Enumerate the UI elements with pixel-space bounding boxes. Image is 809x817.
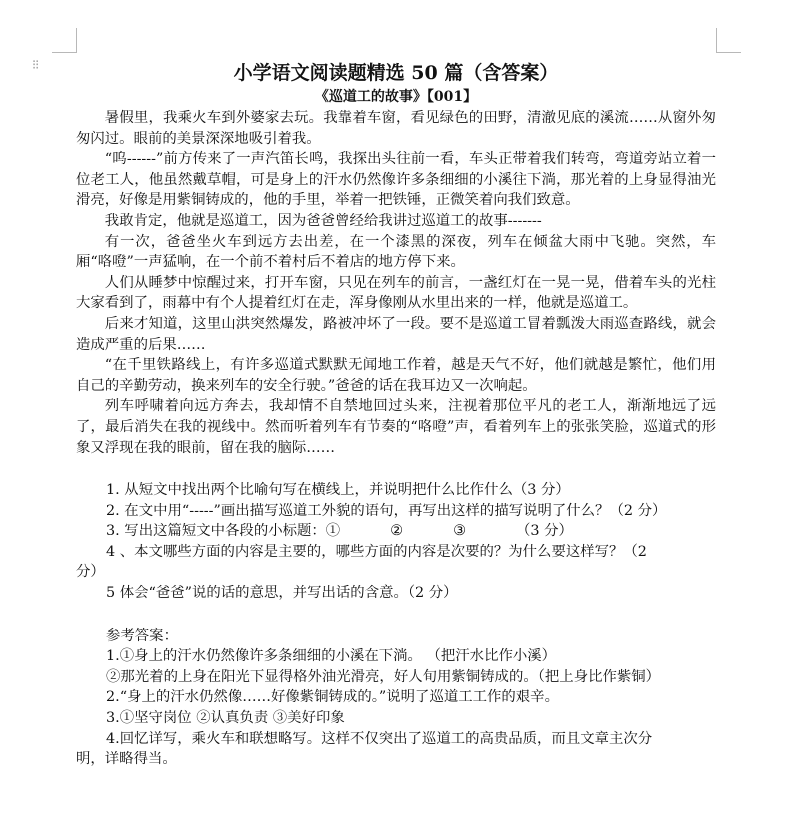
- answer-4-text: 4.回忆详写，乘火车和联想略写。这样不仅突出了巡道工的高贵品质，而且文章主次分: [106, 730, 653, 747]
- page-corner-mark-top-left: [52, 28, 77, 53]
- question-1: 1. 从短文中找出两个比喻句写在横线上，并说明把什么比作什么（3 分）: [106, 482, 570, 499]
- blank-line: [76, 458, 716, 480]
- blank-line: [76, 604, 716, 626]
- question-4: [76, 542, 716, 583]
- story-paragraph: 暑假里，我乘火车到外婆家去玩。我靠着车窗，看见绿色的田野，清澈见底的溪流……从窗外匆匆闪过。眼前的美景深深地吸引着我。: [76, 110, 716, 147]
- question-4-text: 4 、本文哪些方面的内容是主要的，哪些方面的内容是次要的？为什么要这样写？（2: [106, 543, 647, 560]
- drag-handle-icon[interactable]: ⁝⁝: [32, 58, 39, 73]
- answer-1: 1.①身上的汗水仍然像许多条细细的小溪在下淌。 （把汗水比作小溪）: [106, 648, 557, 665]
- page-corner-mark-top-right: [716, 28, 741, 53]
- question-5: 5 体会“爸爸”说的话的意思，并写出话的含意。（2 分）: [106, 585, 458, 602]
- answer-2: 2.“身上的汗水仍然像……好像紫铜铸成的。”说明了巡道工工作的艰辛。: [106, 689, 559, 706]
- story-paragraph: 后来才知道，这里山洪突然爆发，路被冲坏了一段。要不是巡道工冒着瓢泼大雨巡查路线，就会造成严重的后果……: [76, 315, 716, 353]
- story-subtitle: 《巡道工的故事》【001】: [314, 89, 478, 105]
- question-3: [76, 521, 716, 542]
- answer-section: [76, 626, 716, 770]
- document-page: [76, 60, 716, 770]
- answer-4: [76, 729, 716, 770]
- answer-1-part-2: ②那光着的上身在阳光下显得格外油光滑亮，好人旬用紫铜铸成的。（把上身比作紫铜）: [106, 668, 661, 685]
- document-title: 小学语文阅读题精选 50 篇（含答案）: [233, 62, 559, 84]
- question-3-blank-3: ③: [453, 523, 466, 540]
- question-3-label: 3. 写出这篇短文中各段的小标题：①: [106, 523, 341, 540]
- question-2: 2. 在文中用“-----”画出描写巡道工外貌的语句，再写出这样的描写说明了什么？（2 分）: [106, 502, 667, 519]
- story-body: [76, 108, 716, 458]
- story-paragraph: “在千里铁路线上，有许多巡道式默默无闻地工作着，越是天气不好，他们就越是繁忙，他们用自己的辛勤劳动，换来列车的安全行驶。”爸爸的话在我耳边又一次响起。: [76, 357, 716, 394]
- question-3-blank-2: ②: [390, 523, 404, 540]
- story-paragraph: 列车呼啸着向远方奔去，我却情不自禁地回过头来，注视着那位平凡的老工人，渐渐地远了远了，最后消失在我的视线中。然而听着列车有节奏的“咯噔”声，看着列车上的张张笑脸，巡道式的形象又浮现在我的眼前，留在我的脑际……: [76, 398, 716, 456]
- story-paragraph: 我敢肯定，他就是巡道工，因为爸爸曾经给我讲过巡道工的故事-------: [104, 212, 542, 229]
- story-paragraph: 人们从睡梦中惊醒过来，打开车窗，只见在列车的前言，一盏红灯在一晃一晃，借着车头的光柱大家看到了，雨幕中有个人提着红灯在走，浑身像刚从水里出来的一样，他就是巡道工。: [76, 274, 716, 312]
- story-paragraph: “呜------”前方传来了一声汽笛长鸣，我探出头往前一看，车头正带着我们转弯，弯道旁站立着一位老工人，他虽然戴草帽，可是身上的汗水仍然像许多条细细的小溪往下淌，那光着的上身显得油光滑亮，好像是用紫铜铸成的，他的手里，举着一把铁锤，正微笑着向我们致意。: [76, 151, 716, 209]
- answer-3: 3.①坚守岗位 ②认真负责 ③美好印象: [106, 710, 345, 727]
- story-paragraph: 有一次，爸爸坐火车到远方去出差，在一个漆黑的深夜，列车在倾盆大雨中飞驰。突然，车厢“咯噔”一声猛响，在一个前不着村后不着店的地方停下来。: [76, 233, 716, 271]
- answer-4-continuation: 明，详略得当。: [76, 751, 177, 768]
- question-3-score: （3 分）: [515, 523, 573, 540]
- question-4-continuation: 分）: [76, 564, 105, 581]
- answer-heading: 参考答案：: [106, 627, 178, 644]
- question-list: [76, 480, 716, 604]
